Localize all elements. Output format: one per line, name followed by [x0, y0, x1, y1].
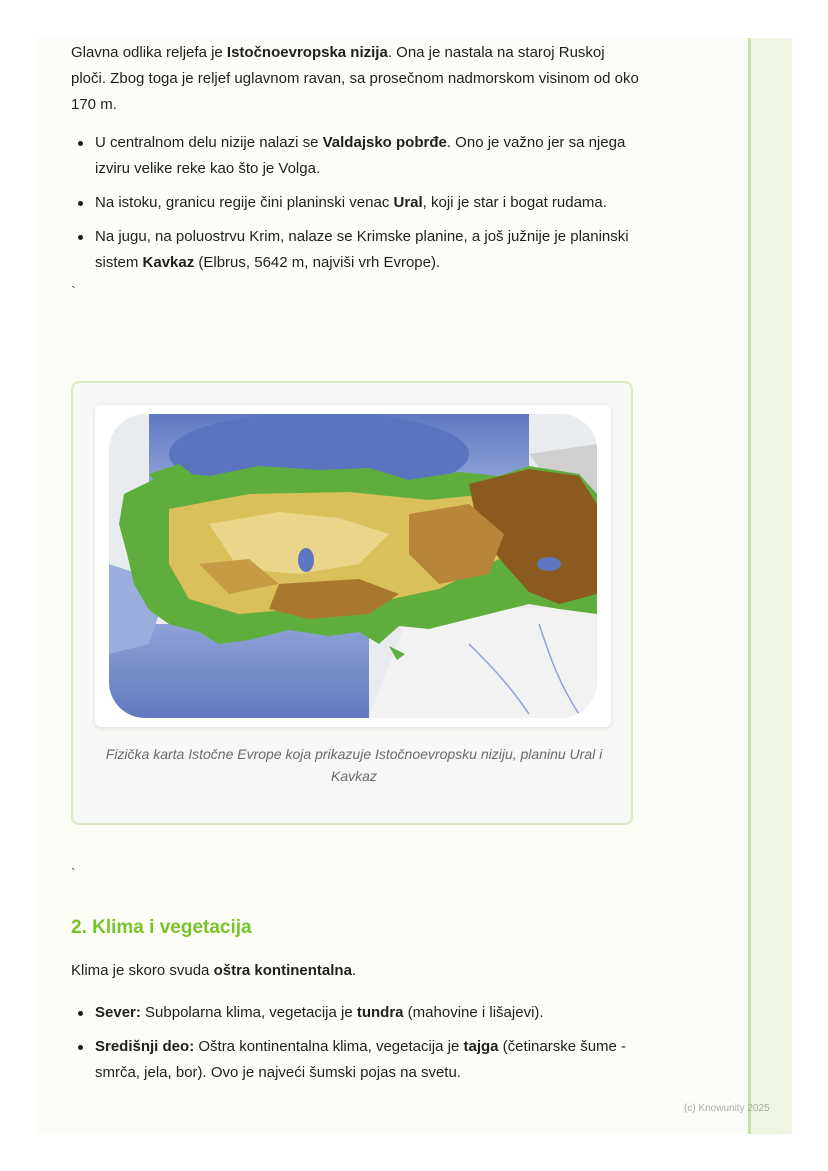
text: Oštra kontinentalna klima, vegetacija je — [194, 1038, 464, 1055]
climate-intro-paragraph — [71, 958, 641, 984]
text: Klima je skoro svuda — [71, 962, 214, 979]
bold-term: Valdajsko pobrđe — [322, 134, 447, 151]
map-figure — [71, 381, 633, 825]
text: Glavna odlika reljefa je — [71, 44, 227, 61]
backtick-separator: ` — [71, 283, 76, 299]
relief-list — [71, 130, 641, 276]
text: (Elbrus, 5642 m, najviši vrh Evrope). — [194, 254, 441, 271]
map-image-card — [95, 405, 611, 727]
copyright-footer: (c) Knowunity 2025 — [684, 1103, 770, 1114]
text: Na istoku, granicu regije čini planinski venac — [95, 194, 394, 211]
section-heading: 2. Klima i vegetacija — [71, 917, 252, 938]
bold-label: Središnji deo: — [95, 1038, 195, 1055]
side-accent-bar — [748, 38, 792, 1134]
text: (četinarske šume - smrča, jela, bor). Ovo je najveći šumski pojas na svetu. — [95, 1038, 627, 1081]
relief-intro-paragraph — [71, 40, 641, 118]
bold-term: tundra — [356, 1004, 404, 1021]
bold-term: Ural — [393, 194, 423, 211]
bold-label: Sever: — [95, 1004, 141, 1021]
text: (mahovine i lišajevi). — [403, 1004, 544, 1021]
list-item — [71, 1000, 641, 1026]
list-item — [71, 190, 641, 216]
bold-term: Istočnoevropska nizija — [226, 44, 388, 61]
text: , koji je star i bogat rudama. — [422, 194, 607, 211]
text: Subpolarna klima, vegetacija je — [140, 1004, 357, 1021]
relief-section — [71, 38, 641, 298]
text: Na jugu, na poluostrvu Krim, nalaze se Krimske planine, a još južnije je planinski sistem — [95, 228, 629, 271]
bold-term: Kavkaz — [142, 254, 195, 271]
text: . — [351, 962, 357, 979]
list-item — [71, 224, 641, 276]
bold-term: oštra kontinentalna — [213, 962, 352, 979]
backtick-separator: ` — [71, 865, 76, 881]
text: . Ona je nastala na staroj Ruskoj ploči. Zbog toga je reljef uglavnom ravan, sa prosečnom nadmorskom visinom od oko 170 m. — [71, 44, 639, 113]
bold-term: tajga — [463, 1038, 499, 1055]
list-item — [71, 1034, 641, 1086]
physical-relief-map — [109, 414, 597, 718]
text: U centralnom delu nizije nalazi se — [95, 134, 323, 151]
climate-list — [71, 1000, 641, 1086]
climate-section — [71, 958, 641, 1094]
figure-caption: Fizička karta Istočne Evrope koja prikazuje Istočnoevropsku niziju, planinu Ural i Kavkaz — [105, 746, 603, 784]
list-item — [71, 130, 641, 182]
text: . Ono je važno jer sa njega izviru velike reke kao što je Volga. — [95, 134, 626, 177]
